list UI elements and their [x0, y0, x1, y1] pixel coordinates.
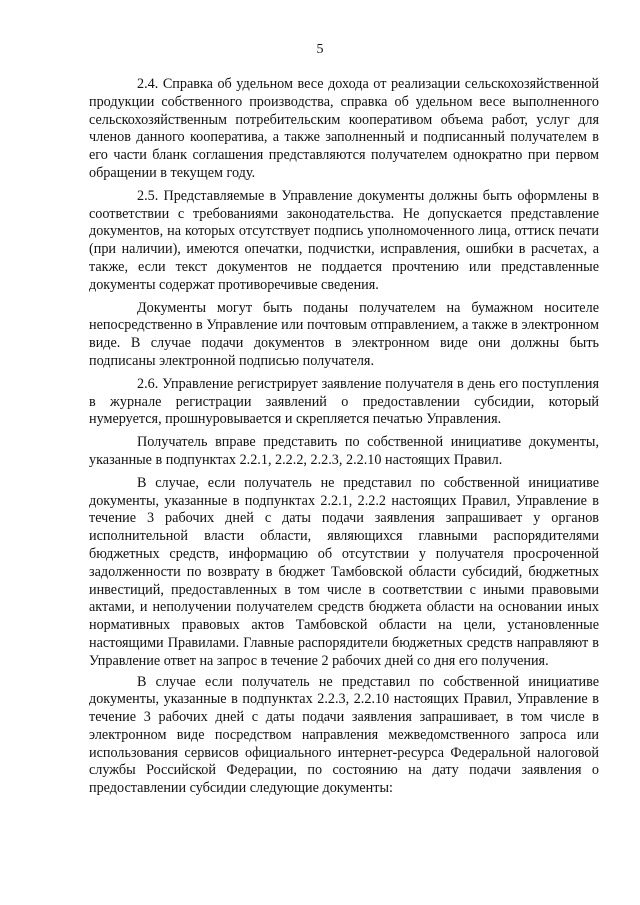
paragraph-2-5: 2.5. Представляемые в Управление документы должны быть оформлены в соответствии с требованиями законодательства. Не допускается представление документов, на которых отсутствует подпись уполномоченного лица, оттиск печати (при наличии), имеются опечатки, подчистки, исправления, ошибки в расчетах, а также, если текст документов не поддается прочтению или представленные документы содержат противоречивые сведения. [89, 187, 599, 293]
paragraph-request-2-2-1: В случае, если получатель не представил по собственной инициативе документы, указанные в подпунктах 2.2.1, 2.2.2 настоящих Правил, Управление в течение 3 рабочих дней с даты подачи заявления запрашивает у органов исполнительной власти области, являющихся главными распорядителями бюджетных средств, информацию об отсутствии у получателя просроченной задолженности по возврату в бюджет Тамбовской области субсидий, бюджетных инвестиций, предоставленных в том числе в соответствии с иными правовыми актами, и неполучении получателем средств бюджета области на основании иных нормативных правовых актов Тамбовской области на цели, установленные настоящими Правилами. Главные распорядители бюджетных средств направляют в Управление ответ на запрос в течение 2 рабочих дней со дня его получения. [89, 474, 599, 669]
paragraph-2-6: 2.6. Управление регистрирует заявление получателя в день его поступления в журнале регистрации заявлений о предоставлении субсидии, который нумеруется, прошнуровывается и скрепляется печатью Управления. [89, 375, 599, 428]
paragraph-request-2-2-3: В случае если получатель не представил по собственной инициативе документы, указанные в подпунктах 2.2.3, 2.2.10 настоящих Правил, Управление в течение 3 рабочих дней с даты подачи заявления запрашивает, в том числе в электронном виде посредством направления межведомственного запроса или использования сервисов официального интернет-ресурса Федеральной налоговой службы Российской Федерации, по состоянию на дату подачи заявления о предоставлении субсидии следующие документы: [89, 673, 599, 797]
paragraph-recipient-right: Получатель вправе представить по собственной инициативе документы, указанные в подпунктах 2.2.1, 2.2.2, 2.2.3, 2.2.10 настоящих Правил. [89, 434, 599, 468]
page-number: 5 [316, 42, 324, 57]
paragraph-2-4: 2.4. Справка об удельном весе дохода от реализации сельскохозяйственной продукции собственного производства, справка об удельном весе выполненного сельскохозяйственным потребительским кооперативом объема работ, услуг для членов данного кооператива, а также заполненный и подписанный получателем в его части бланк соглашения представляются получателем однократно при первом обращении в текущем году. [89, 76, 599, 181]
document-body [89, 76, 599, 803]
paragraph-documents-submission: Документы могут быть поданы получателем на бумажном носителе непосредственно в Управление или почтовым отправлением, а также в электронном виде. В случае подачи документов в электронном виде они должны быть подписаны электронной подписью получателя. [89, 299, 599, 369]
